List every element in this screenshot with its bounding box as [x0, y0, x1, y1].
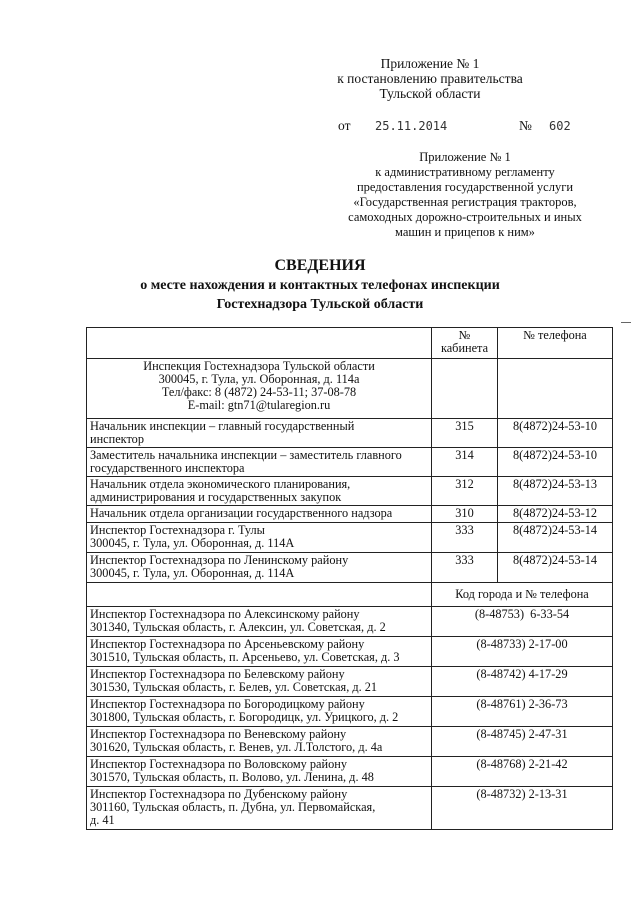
position-line2: государственного инспектора [90, 461, 245, 475]
district-line1: Инспектор Гостехнадзора по Арсеньевскому району [90, 637, 365, 651]
position-line1: Начальник инспекции – главный государственный [90, 419, 355, 433]
district-line2: 301570, Тульская область, п. Волово, ул. Ленина, д. 48 [90, 770, 374, 784]
table-row [87, 448, 613, 477]
table-row [87, 506, 613, 523]
header-room-line1: № [458, 328, 471, 342]
room-cell: 312 [432, 477, 498, 506]
room-cell: 333 [432, 523, 498, 553]
position-line1: Инспектор Гостехнадзора г. Тулы [90, 523, 265, 537]
appendix-resolution-line3: Тульской области [379, 86, 481, 101]
district-line1: Инспектор Гостехнадзора по Богородицкому району [90, 697, 365, 711]
position-cell [87, 553, 432, 583]
document-subtitle-line1: о месте нахождения и контактных телефонах инспекции [140, 278, 500, 293]
district-header-empty [87, 583, 432, 607]
district-line2: 301530, Тульская область, г. Белев, ул. Советская, д. 21 [90, 680, 378, 694]
appendix-regulation-line5: самоходных дорожно-строительных и иных [348, 210, 582, 224]
district-line2: 301510, Тульская область, п. Арсеньево, ул. Советская, д. 3 [90, 650, 400, 664]
phone-cell: 8(4872)24-53-10 [498, 448, 613, 477]
table-row [87, 787, 613, 830]
table-row [87, 477, 613, 506]
district-cell [87, 667, 432, 697]
position-line2: инспектор [90, 432, 144, 446]
org-row [87, 359, 613, 419]
position-line2: 300045, г. Тула, ул. Оборонная, д. 114А [90, 566, 295, 580]
contacts-table [86, 327, 613, 830]
position-cell [87, 477, 432, 506]
appendix-regulation-line6: машин и прицепов к ним» [395, 225, 535, 239]
district-cell [87, 607, 432, 637]
district-line2: 301340, Тульская область, г. Алексин, ул. Советская, д. 2 [90, 620, 386, 634]
appendix-regulation-line4: «Государственная регистрация тракторов, [353, 195, 577, 209]
table-row [87, 419, 613, 448]
table-row [87, 523, 613, 553]
appendix-regulation-line3: предоставления государственной услуги [356, 180, 574, 194]
district-cell [87, 697, 432, 727]
org-name: Инспекция Гостехнадзора Тульской области [143, 359, 375, 373]
district-line2: 301800, Тульская область, г. Богородицк, ул. Урицкого, д. 2 [90, 710, 399, 724]
room-cell: 333 [432, 553, 498, 583]
org-phones: Тел/факс: 8 (4872) 24-53-11; 37-08-78 [161, 385, 357, 399]
document-subtitle-line2: Гостехнадзора Тульской области [216, 297, 424, 312]
district-header-phone: Код города и № телефона [432, 583, 613, 607]
phone-cell: 8(4872)24-53-12 [498, 506, 613, 523]
org-room-cell [432, 359, 498, 419]
district-cell [87, 787, 432, 830]
phone-cell: 8(4872)24-53-13 [498, 477, 613, 506]
resolution-date-line [338, 118, 588, 136]
appendix-resolution-line1: Приложение № 1 [380, 56, 480, 71]
district-line1: Инспектор Гостехнадзора по Белевскому району [90, 667, 345, 681]
district-line1: Инспектор Гостехнадзора по Веневскому району [90, 727, 347, 741]
org-phone-cell [498, 359, 613, 419]
resolution-number: 602 [549, 119, 571, 133]
appendix-regulation [330, 150, 600, 240]
district-line1: Инспектор Гостехнадзора по Алексинскому району [90, 607, 360, 621]
district-phone: (8-48742) 4-17-29 [432, 667, 613, 697]
district-line1: Инспектор Гостехнадзора по Воловскому району [90, 757, 347, 771]
position-line1: Инспектор Гостехнадзора по Ленинскому району [90, 553, 349, 567]
position-cell [87, 523, 432, 553]
org-email[interactable]: E-mail: gtn71@tularegion.ru [187, 398, 331, 412]
district-phone: (8-48753) 6-33-54 [432, 607, 613, 637]
table-row [87, 607, 613, 637]
org-cell [87, 359, 432, 419]
table-row [87, 637, 613, 667]
district-cell [87, 637, 432, 667]
district-phone: (8-48733) 2-17-00 [432, 637, 613, 667]
table-row [87, 667, 613, 697]
table-row [87, 757, 613, 787]
document-title: СВЕДЕНИЯ [274, 257, 366, 274]
appendix-regulation-line1: Приложение № 1 [419, 150, 511, 164]
district-phone: (8-48768) 2-21-42 [432, 757, 613, 787]
phone-cell: 8(4872)24-53-14 [498, 553, 613, 583]
resolution-date: 25.11.2014 [375, 119, 448, 133]
district-phone: (8-48732) 2-13-31 [432, 787, 613, 830]
district-line2: 301160, Тульская область, п. Дубна, ул. Первомайская, [90, 800, 376, 814]
district-line1: Инспектор Гостехнадзора по Дубенскому району [90, 787, 348, 801]
header-room-line2: кабинета [440, 341, 489, 355]
position-line2: администрирования и государственных закупок [90, 490, 342, 504]
district-header-row [87, 583, 613, 607]
district-phone: (8-48761) 2-36-73 [432, 697, 613, 727]
org-address: 300045, г. Тула, ул. Оборонная, д. 114а [158, 372, 360, 386]
position-cell [87, 419, 432, 448]
table-header-row [87, 328, 613, 359]
district-cell [87, 727, 432, 757]
from-label: от [338, 118, 351, 133]
position-line1: Заместитель начальника инспекции – заместитель главного [90, 448, 402, 462]
room-cell: 314 [432, 448, 498, 477]
header-empty-cell [87, 328, 432, 359]
position-cell [87, 448, 432, 477]
phone-cell: 8(4872)24-53-10 [498, 419, 613, 448]
room-cell: 315 [432, 419, 498, 448]
table-row [87, 727, 613, 757]
position-cell: Начальник отдела организации государственного надзора [87, 506, 432, 523]
position-line2: 300045, г. Тула, ул. Оборонная, д. 114А [90, 536, 295, 550]
phone-cell: 8(4872)24-53-14 [498, 523, 613, 553]
room-cell: 310 [432, 506, 498, 523]
appendix-resolution [330, 56, 530, 101]
table-row [87, 553, 613, 583]
appendix-regulation-line2: к административному регламенту [375, 165, 555, 179]
district-phone: (8-48745) 2-47-31 [432, 727, 613, 757]
header-room-cell [432, 328, 498, 359]
table-row [87, 697, 613, 727]
header-phone-cell: № телефона [498, 328, 613, 359]
district-line2: 301620, Тульская область, г. Венев, ул. Л.Толстого, д. 4а [90, 740, 383, 754]
appendix-resolution-line2: к постановлению правительства [337, 71, 523, 86]
position-line1: Начальник отдела экономического планирования, [90, 477, 351, 491]
district-line3: д. 41 [90, 813, 115, 827]
district-cell [87, 757, 432, 787]
margin-dash [621, 322, 631, 323]
number-label: № [519, 118, 532, 133]
